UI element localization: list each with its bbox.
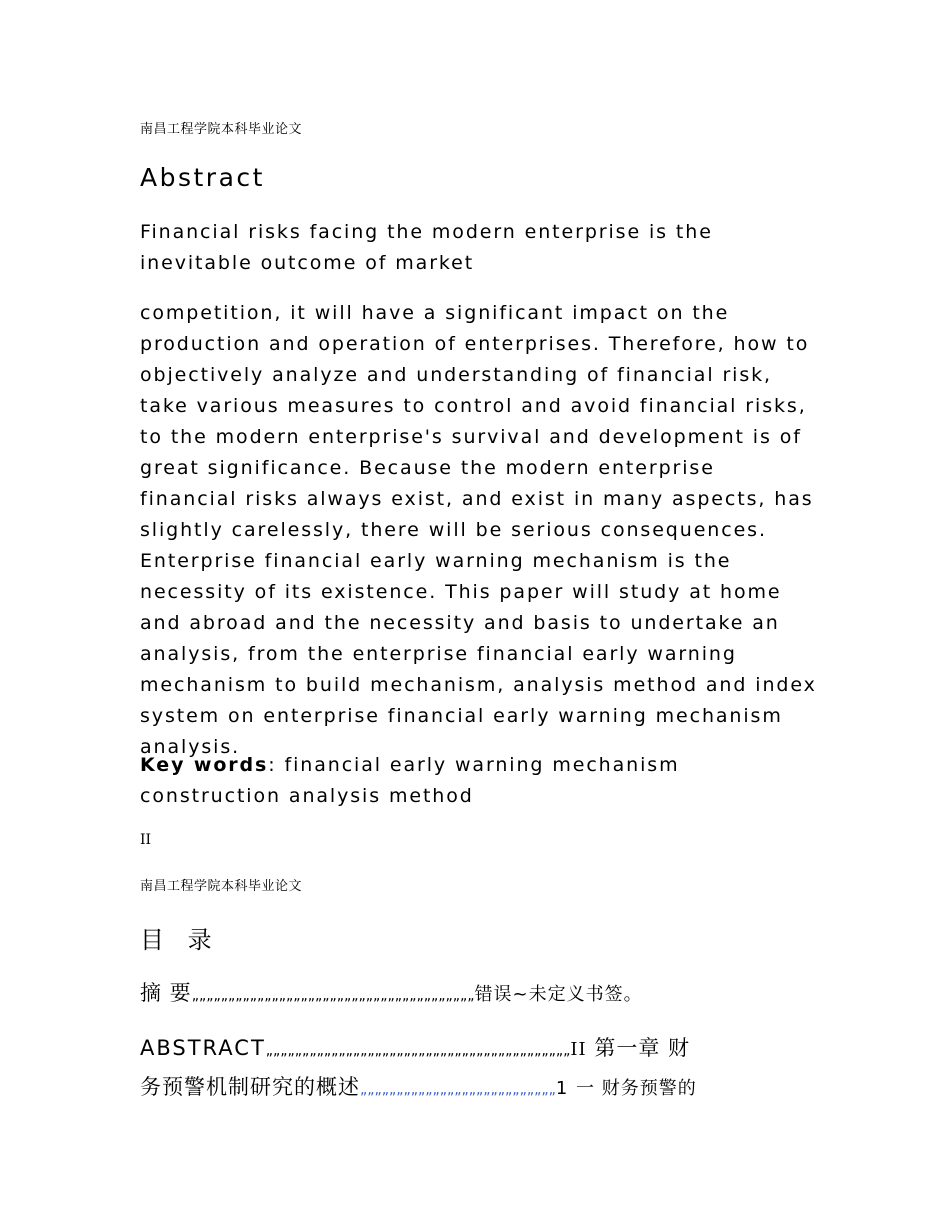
abstract-heading: Abstract <box>140 163 265 192</box>
toc-entry-section1[interactable]: 一 财务预警的 <box>575 1078 697 1099</box>
page-number: II <box>140 832 152 848</box>
toc-entry-abstract-cn[interactable] <box>140 974 820 1015</box>
toc-entry-label: 摘 要 <box>140 981 192 1005</box>
keywords-label: Key words <box>140 754 269 776</box>
toc-title: 目 录 <box>140 926 220 954</box>
toc-entry-chapter1-cont[interactable]: 务预警机制研究的概述 <box>140 1075 360 1099</box>
abstract-paragraph-1: Financial risks facing the modern enterprise is the inevitable outcome of market <box>140 221 713 274</box>
toc-entry-block <box>140 1030 820 1108</box>
abstract-paragraph-2: competition, it will have a significant impact on the production and operation of enterprises. Therefore, how to objectively analyze and understanding of financial risk, take various measures to control and avoid financial risks, to the modern enterprise's survival and development is of great significance. Because the modern enterprise financial risks always exist, and exist in many aspects, has slightly carelessly, there will be serious consequences. Enterprise financial early warning mechanism is the necessity of its existence. This paper will study at home and abroad and the necessity and basis to undertake an analysis, from the enterprise financial early warning mechanism to build mechanism, analysis method and index system on enterprise financial early warning mechanism analysis. <box>140 302 817 758</box>
page-header-2: 南昌工程学院本科毕业论文 <box>140 879 303 894</box>
keywords-text: : financial early warning mechanism construction analysis method <box>140 754 680 807</box>
toc-entry-chapter1[interactable]: 第一章 财 <box>594 1036 691 1060</box>
toc-leader-dots: „„„„„„„„„„„„„„„„„„„„„„„„„„„„„„„„„„„„„„„ <box>191 988 475 1004</box>
toc-entry-page: II <box>570 1039 587 1060</box>
toc-entry-page: 错误~未定义书签。 <box>474 984 643 1005</box>
keywords-line <box>140 750 820 812</box>
page-header: 南昌工程学院本科毕业论文 <box>140 122 303 137</box>
toc-entry-page: 1 <box>555 1078 569 1099</box>
toc-entry-abstract-en[interactable]: ABSTRACT <box>140 1036 266 1060</box>
toc-leader-dots: „„„„„„„„„„„„„„„„„„„„„„„„„„„ <box>360 1082 556 1098</box>
toc-leader-dots: „„„„„„„„„„„„„„„„„„„„„„„„„„„„„„„„„„„„„„„„„„ <box>265 1043 571 1059</box>
